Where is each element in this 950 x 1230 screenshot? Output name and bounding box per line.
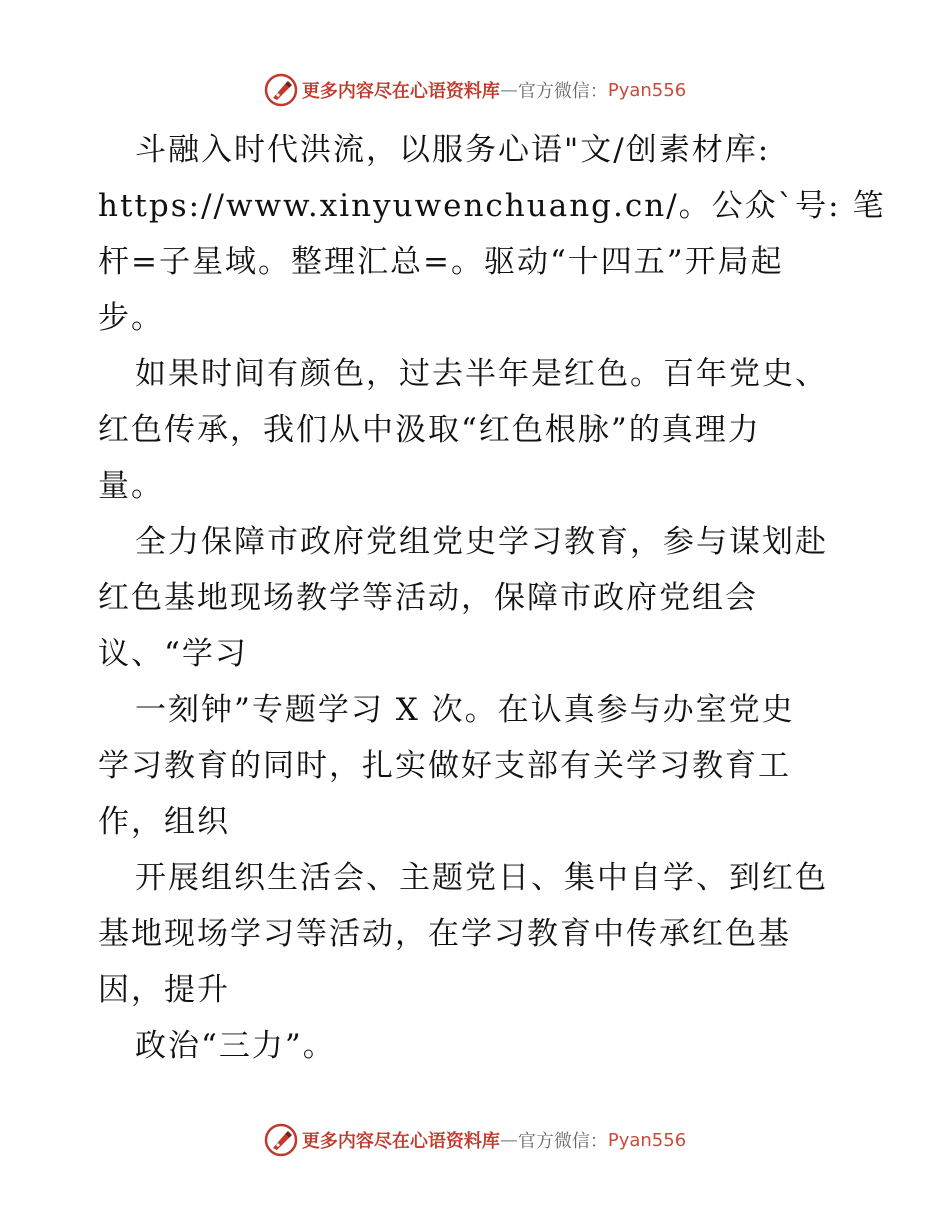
pen-nib-icon [264,1123,298,1157]
document-body [98,122,886,1074]
banner-dash: — [499,79,518,101]
text-line: 议、“学习 [98,636,248,672]
text-line: 学习教育的同时，扎实做好支部有关学习教育工 [98,748,791,784]
banner-wechat-label: 官方微信： [517,1131,608,1152]
footer-banner [0,1120,950,1160]
text-line: 红色传承，我们从中汲取“红色根脉”的真理力 [98,412,761,448]
header-banner [0,70,950,110]
pen-nib-icon [264,73,298,107]
text-line: 作，组织 [98,804,230,840]
text-line: 斗融入时代洪流，以服务心语"文/创素材库: [135,132,771,168]
text-line: 开展组织生活会、主题党日、集中自学、到红色 [135,860,828,896]
banner-wechat-id: Pyan556 [607,1129,687,1151]
text-line: 步。 [98,300,164,336]
banner-main-text: 更多内容尽在心语资料库 [301,81,500,102]
text-line: 因，提升 [98,972,230,1008]
banner-dash: — [499,1129,518,1151]
text-line: https://www.xinyuwenchuang.cn/。公众`号: 笔 [98,188,886,224]
banner-wechat-id: Pyan556 [607,79,687,101]
text-line: 如果时间有颜色，过去半年是红色。百年党史、 [135,356,828,392]
banner-main-text: 更多内容尽在心语资料库 [301,1131,500,1152]
text-line: 杆=子星域。整理汇总=。驱动“十四五”开局起 [98,244,784,280]
text-line: 全力保障市政府党组党史学习教育，参与谋划赴 [135,524,828,560]
banner-wechat-label: 官方微信： [517,81,608,102]
text-line: 一刻钟”专题学习 X 次。在认真参与办室党史 [135,692,795,728]
text-line: 红色基地现场教学等活动，保障市政府党组会 [98,580,758,616]
text-line: 政治“三力”。 [135,1028,336,1064]
text-line: 量。 [98,468,164,504]
text-line: 基地现场学习等活动，在学习教育中传承红色基 [98,916,791,952]
